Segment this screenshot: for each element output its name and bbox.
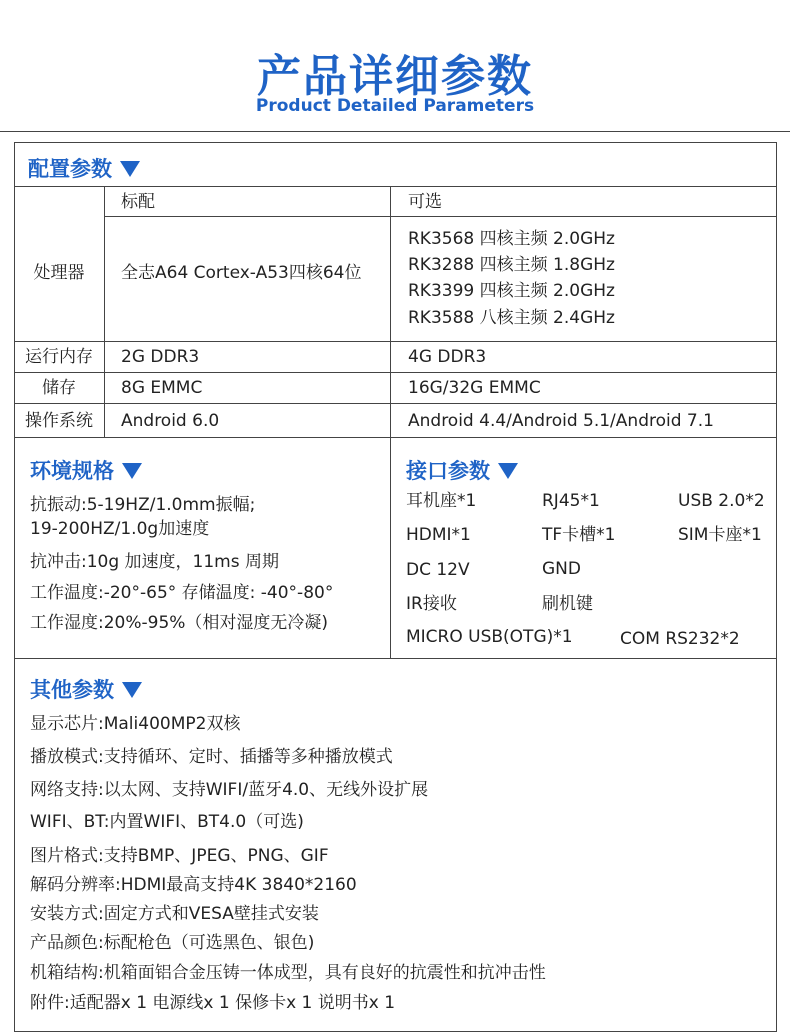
ram-standard: 2G DDR3 — [121, 347, 200, 367]
processor-option: RK3288 四核主频 1.8GHz — [408, 255, 615, 275]
triangle-down-icon — [120, 161, 140, 177]
interface-item: GND — [542, 559, 581, 579]
processor-option: RK3568 四核主频 2.0GHz — [408, 229, 615, 249]
page-subtitle: Product Detailed Parameters — [255, 96, 535, 116]
page-title: 产品详细参数 — [257, 51, 533, 102]
processor-standard: 全志A64 Cortex-A53四核64位 — [121, 263, 362, 283]
table-line — [14, 658, 777, 659]
interface-item: TF卡槽*1 — [542, 525, 616, 545]
interface-item: MICRO USB(OTG)*1 — [406, 627, 573, 647]
column-header-optional: 可选 — [408, 192, 442, 212]
other-line: 机箱结构:机箱面铝合金压铸一体成型，具有良好的抗震性和抗冲击性 — [30, 963, 546, 983]
interface-item: COM RS232*2 — [620, 629, 740, 649]
table-line — [104, 186, 105, 437]
interface-item: SIM卡座*1 — [678, 525, 762, 545]
table-line — [14, 186, 777, 187]
environment-line: 工作温度:-20°-65° 存储温度: -40°-80° — [30, 583, 334, 603]
section-heading-environment: 环境规格 — [30, 455, 142, 485]
environment-line: 抗冲击:10g 加速度，11ms 周期 — [30, 552, 280, 572]
os-standard: Android 6.0 — [121, 411, 220, 431]
table-line — [14, 437, 777, 438]
other-line: 显示芯片:Mali400MP2双核 — [30, 714, 241, 734]
section-heading-other: 其他参数 — [30, 674, 142, 704]
section-heading-config: 配置参数 — [28, 153, 140, 183]
row-label-processor: 处理器 — [33, 263, 85, 283]
triangle-down-icon — [122, 682, 142, 698]
other-line: 播放模式:支持循环、定时、插播等多种播放模式 — [30, 747, 393, 767]
row-label-os: 操作系统 — [25, 411, 93, 431]
environment-line: 19-200HZ/1.0g加速度 — [30, 519, 210, 539]
table-line — [104, 216, 777, 217]
interface-item: IR接收 — [406, 594, 457, 614]
interface-item: DC 12V — [406, 560, 470, 580]
storage-standard: 8G EMMC — [121, 378, 203, 398]
interface-item: 耳机座*1 — [406, 491, 477, 511]
table-line — [14, 403, 777, 404]
row-label-ram: 运行内存 — [25, 347, 93, 367]
interface-item: USB 2.0*2 — [678, 491, 765, 511]
other-line: 网络支持:以太网、支持WIFI/蓝牙4.0、无线外设扩展 — [30, 780, 429, 800]
storage-optional: 16G/32G EMMC — [408, 378, 541, 398]
row-label-storage: 储存 — [42, 378, 76, 398]
section-heading-interfaces: 接口参数 — [406, 455, 518, 485]
column-header-standard: 标配 — [121, 192, 155, 212]
other-line: WIFI、BT:内置WIFI、BT4.0（可选) — [30, 812, 304, 832]
title-divider — [0, 131, 790, 132]
processor-option: RK3588 八核主频 2.4GHz — [408, 308, 615, 328]
other-line: 产品颜色:标配枪色（可选黑色、银色) — [30, 933, 315, 953]
other-line: 附件:适配器x 1 电源线x 1 保修卡x 1 说明书x 1 — [30, 993, 396, 1013]
table-line — [14, 372, 777, 373]
interface-item: RJ45*1 — [542, 491, 600, 511]
other-line: 解码分辨率:HDMI最高支持4K 3840*2160 — [30, 875, 357, 895]
environment-line: 抗振动:5-19HZ/1.0mm振幅; — [30, 495, 256, 515]
triangle-down-icon — [122, 463, 142, 479]
table-line — [14, 341, 777, 342]
other-line: 安装方式:固定方式和VESA壁挂式安装 — [30, 904, 319, 924]
os-optional: Android 4.4/Android 5.1/Android 7.1 — [408, 411, 714, 431]
table-line — [390, 186, 391, 658]
other-line: 图片格式:支持BMP、JPEG、PNG、GIF — [30, 846, 329, 866]
interface-item: HDMI*1 — [406, 525, 471, 545]
environment-line: 工作湿度:20%-95%（相对湿度无冷凝) — [30, 613, 329, 633]
processor-option: RK3399 四核主频 2.0GHz — [408, 281, 615, 301]
interface-item: 刷机键 — [542, 594, 593, 614]
triangle-down-icon — [498, 463, 518, 479]
ram-optional: 4G DDR3 — [408, 347, 487, 367]
